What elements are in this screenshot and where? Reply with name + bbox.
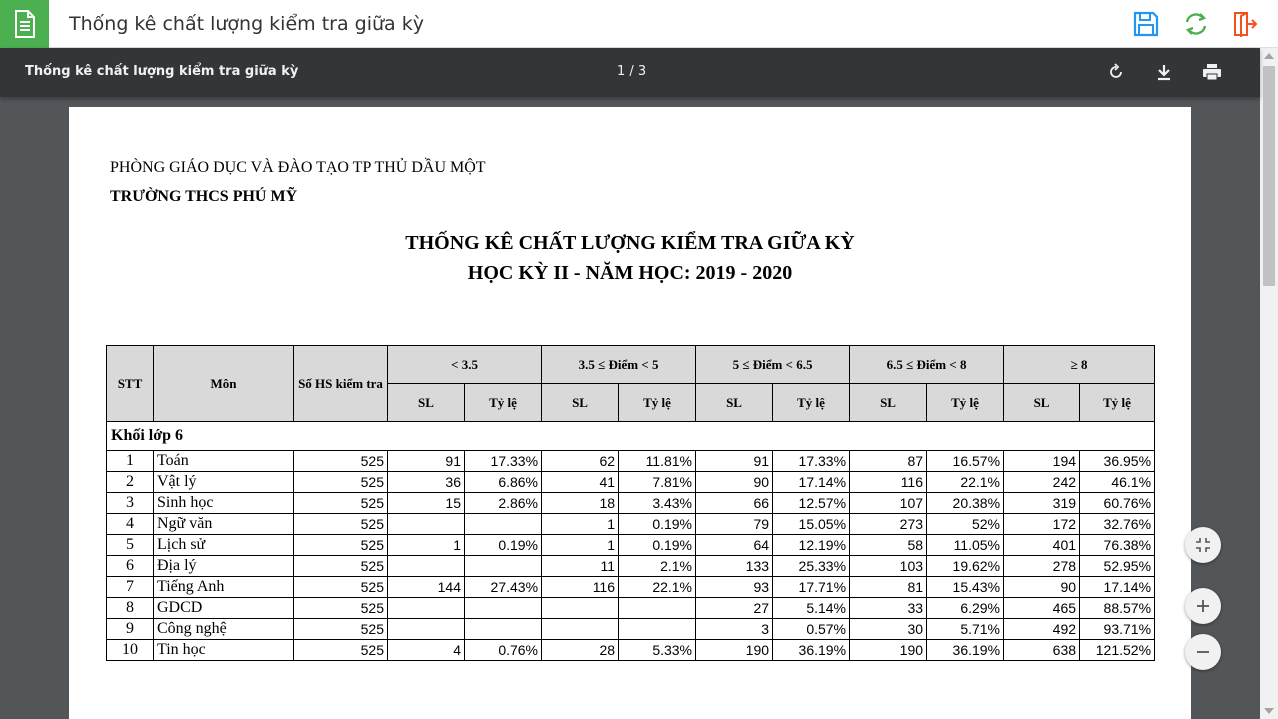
header-stt: STT — [107, 346, 154, 422]
cell-rate: 7.81% — [619, 472, 696, 493]
pdf-page — [69, 107, 1191, 719]
cell-rate: 11.81% — [619, 451, 696, 472]
header-band-2: 3.5 ≤ Điểm < 5 — [542, 346, 696, 384]
header-mon: Môn — [154, 346, 294, 422]
header-tyle: Tỷ lệ — [1080, 384, 1155, 422]
cell-count: 401 — [1004, 535, 1080, 556]
table-row — [107, 535, 1155, 556]
cell-count: 15 — [388, 493, 465, 514]
cell-rate: 27.43% — [465, 577, 542, 598]
cell-count: 116 — [850, 472, 927, 493]
cell-rate — [465, 598, 542, 619]
cell-rate: 36.19% — [773, 640, 850, 661]
header-tyle: Tỷ lệ — [465, 384, 542, 422]
cell-rate: 17.71% — [773, 577, 850, 598]
scrollbar[interactable] — [1260, 48, 1278, 719]
page-indicator: 1 / 3 — [617, 64, 647, 79]
cell-rate: 11.05% — [927, 535, 1004, 556]
cell-count: 4 — [388, 640, 465, 661]
cell-rate — [619, 598, 696, 619]
cell-rate: 5.33% — [619, 640, 696, 661]
cell-count: 133 — [696, 556, 773, 577]
cell-rate: 17.33% — [465, 451, 542, 472]
table-row — [107, 619, 1155, 640]
cell-count: 172 — [1004, 514, 1080, 535]
header-band-3: 5 ≤ Điểm < 6.5 — [696, 346, 850, 384]
cell-rate: 15.43% — [927, 577, 1004, 598]
cell-count — [388, 619, 465, 640]
cell-subject: Vật lý — [154, 472, 294, 493]
cell-stt: 6 — [107, 556, 154, 577]
download-icon[interactable] — [1152, 60, 1176, 84]
pdf-toolbar — [0, 48, 1260, 97]
header-band-1: < 3.5 — [388, 346, 542, 384]
cell-rate: 0.19% — [465, 535, 542, 556]
cell-count: 90 — [696, 472, 773, 493]
report-title: THỐNG KÊ CHẤT LƯỢNG KIỂM TRA GIỮA KỲ — [405, 232, 855, 254]
cell-count: 242 — [1004, 472, 1080, 493]
cell-subject: Sinh học — [154, 493, 294, 514]
scroll-down-arrow[interactable] — [1264, 708, 1274, 714]
cell-stt: 8 — [107, 598, 154, 619]
fit-page-icon[interactable] — [1185, 527, 1221, 563]
cell-count: 79 — [696, 514, 773, 535]
zoom-out-icon[interactable] — [1185, 634, 1221, 670]
cell-rate: 36.19% — [927, 640, 1004, 661]
cell-rate: 5.71% — [927, 619, 1004, 640]
cell-count: 273 — [850, 514, 927, 535]
cell-rate: 20.38% — [927, 493, 1004, 514]
app-header — [0, 0, 1278, 48]
cell-rate: 0.57% — [773, 619, 850, 640]
cell-count: 36 — [388, 472, 465, 493]
cell-count: 62 — [542, 451, 619, 472]
cell-count: 33 — [850, 598, 927, 619]
cell-count: 116 — [542, 577, 619, 598]
cell-subject: Toán — [154, 451, 294, 472]
cell-count: 190 — [696, 640, 773, 661]
header-sl: SL — [696, 384, 773, 422]
cell-count: 492 — [1004, 619, 1080, 640]
cell-student-count: 525 — [294, 472, 388, 493]
cell-count: 144 — [388, 577, 465, 598]
cell-rate: 3.43% — [619, 493, 696, 514]
cell-rate: 6.29% — [927, 598, 1004, 619]
cell-rate: 52% — [927, 514, 1004, 535]
cell-count: 465 — [1004, 598, 1080, 619]
table-row — [107, 577, 1155, 598]
cell-count — [388, 598, 465, 619]
cell-rate: 12.19% — [773, 535, 850, 556]
cell-count: 18 — [542, 493, 619, 514]
cell-count: 58 — [850, 535, 927, 556]
cell-count: 91 — [696, 451, 773, 472]
cell-rate: 32.76% — [1080, 514, 1155, 535]
cell-subject: Tin học — [154, 640, 294, 661]
cell-rate: 52.95% — [1080, 556, 1155, 577]
cell-rate: 25.33% — [773, 556, 850, 577]
cell-rate: 17.14% — [773, 472, 850, 493]
cell-rate — [465, 556, 542, 577]
statistics-table — [106, 345, 1155, 661]
header-sl: SL — [542, 384, 619, 422]
cell-rate: 16.57% — [927, 451, 1004, 472]
cell-rate: 60.76% — [1080, 493, 1155, 514]
table-row — [107, 640, 1155, 661]
header-band-5: ≥ 8 — [1004, 346, 1155, 384]
cell-count: 66 — [696, 493, 773, 514]
cell-subject: Địa lý — [154, 556, 294, 577]
cell-rate: 36.95% — [1080, 451, 1155, 472]
rotate-icon[interactable] — [1104, 60, 1128, 84]
cell-count: 81 — [850, 577, 927, 598]
cell-count: 190 — [850, 640, 927, 661]
cell-count — [542, 619, 619, 640]
cell-stt: 10 — [107, 640, 154, 661]
cell-stt: 3 — [107, 493, 154, 514]
header-so-hs: Số HS kiểm tra — [294, 346, 388, 422]
cell-student-count: 525 — [294, 493, 388, 514]
cell-count: 103 — [850, 556, 927, 577]
cell-student-count: 525 — [294, 556, 388, 577]
cell-rate: 6.86% — [465, 472, 542, 493]
cell-rate: 15.05% — [773, 514, 850, 535]
cell-count: 278 — [1004, 556, 1080, 577]
cell-count: 91 — [388, 451, 465, 472]
cell-stt: 5 — [107, 535, 154, 556]
cell-count: 93 — [696, 577, 773, 598]
cell-count: 64 — [696, 535, 773, 556]
cell-rate: 46.1% — [1080, 472, 1155, 493]
document-icon — [0, 0, 49, 48]
cell-student-count: 525 — [294, 451, 388, 472]
cell-count: 107 — [850, 493, 927, 514]
cell-count — [388, 514, 465, 535]
table-row — [107, 556, 1155, 577]
cell-count: 41 — [542, 472, 619, 493]
save-icon[interactable] — [1132, 10, 1160, 38]
cell-rate: 17.33% — [773, 451, 850, 472]
cell-rate: 2.1% — [619, 556, 696, 577]
pdf-viewport[interactable] — [0, 97, 1260, 719]
cell-rate: 0.76% — [465, 640, 542, 661]
cell-rate: 0.19% — [619, 535, 696, 556]
table-row — [107, 451, 1155, 472]
header-sl: SL — [1004, 384, 1080, 422]
cell-count: 11 — [542, 556, 619, 577]
table-row — [107, 598, 1155, 619]
cell-count: 27 — [696, 598, 773, 619]
cell-stt: 1 — [107, 451, 154, 472]
app-title: Thống kê chất lượng kiểm tra giữa kỳ — [69, 13, 424, 35]
cell-student-count: 525 — [294, 598, 388, 619]
cell-stt: 7 — [107, 577, 154, 598]
cell-rate: 12.57% — [773, 493, 850, 514]
cell-rate: 88.57% — [1080, 598, 1155, 619]
header-tyle: Tỷ lệ — [927, 384, 1004, 422]
scroll-thumb[interactable] — [1263, 66, 1275, 286]
cell-count: 194 — [1004, 451, 1080, 472]
cell-rate: 121.52% — [1080, 640, 1155, 661]
cell-count — [542, 598, 619, 619]
cell-rate: 22.1% — [619, 577, 696, 598]
header-sl: SL — [850, 384, 927, 422]
org-department: PHÒNG GIÁO DỤC VÀ ĐÀO TẠO TP THỦ DẦU MỘT — [110, 159, 486, 176]
cell-stt: 9 — [107, 619, 154, 640]
table-row — [107, 514, 1155, 535]
cell-student-count: 525 — [294, 640, 388, 661]
cell-rate: 17.14% — [1080, 577, 1155, 598]
scroll-up-arrow[interactable] — [1264, 53, 1274, 59]
cell-rate: 19.62% — [927, 556, 1004, 577]
cell-stt: 2 — [107, 472, 154, 493]
cell-count: 1 — [542, 514, 619, 535]
cell-count: 28 — [542, 640, 619, 661]
cell-rate: 76.38% — [1080, 535, 1155, 556]
cell-rate: 2.86% — [465, 493, 542, 514]
cell-count: 87 — [850, 451, 927, 472]
cell-student-count: 525 — [294, 577, 388, 598]
cell-count: 1 — [542, 535, 619, 556]
org-school: TRƯỜNG THCS PHÚ MỸ — [110, 188, 298, 205]
zoom-in-icon[interactable] — [1185, 588, 1221, 624]
cell-rate — [619, 619, 696, 640]
cell-rate — [465, 514, 542, 535]
header-tyle: Tỷ lệ — [773, 384, 850, 422]
header-sl: SL — [388, 384, 465, 422]
exit-icon[interactable] — [1231, 10, 1259, 38]
cell-rate: 93.71% — [1080, 619, 1155, 640]
cell-count: 3 — [696, 619, 773, 640]
cell-count: 30 — [850, 619, 927, 640]
cell-count: 319 — [1004, 493, 1080, 514]
cell-subject: GDCD — [154, 598, 294, 619]
header-tyle: Tỷ lệ — [619, 384, 696, 422]
document-name: Thống kê chất lượng kiểm tra giữa kỳ — [25, 64, 299, 79]
cell-subject: Tiếng Anh — [154, 577, 294, 598]
cell-rate — [465, 619, 542, 640]
cell-count: 1 — [388, 535, 465, 556]
cell-subject: Lịch sử — [154, 535, 294, 556]
cell-count — [388, 556, 465, 577]
cell-count: 90 — [1004, 577, 1080, 598]
cell-rate: 0.19% — [619, 514, 696, 535]
cell-stt: 4 — [107, 514, 154, 535]
table-row — [107, 493, 1155, 514]
cell-subject: Công nghệ — [154, 619, 294, 640]
cell-student-count: 525 — [294, 514, 388, 535]
cell-rate: 22.1% — [927, 472, 1004, 493]
report-subtitle: HỌC KỲ II - NĂM HỌC: 2019 - 2020 — [467, 262, 793, 284]
cell-student-count: 525 — [294, 535, 388, 556]
cell-subject: Ngữ văn — [154, 514, 294, 535]
header-band-4: 6.5 ≤ Điểm < 8 — [850, 346, 1004, 384]
table-row — [107, 472, 1155, 493]
group-label: Khối lớp 6 — [107, 422, 1155, 451]
print-icon[interactable] — [1200, 60, 1224, 84]
sync-icon[interactable] — [1182, 10, 1210, 38]
cell-student-count: 525 — [294, 619, 388, 640]
cell-rate: 5.14% — [773, 598, 850, 619]
cell-count: 638 — [1004, 640, 1080, 661]
